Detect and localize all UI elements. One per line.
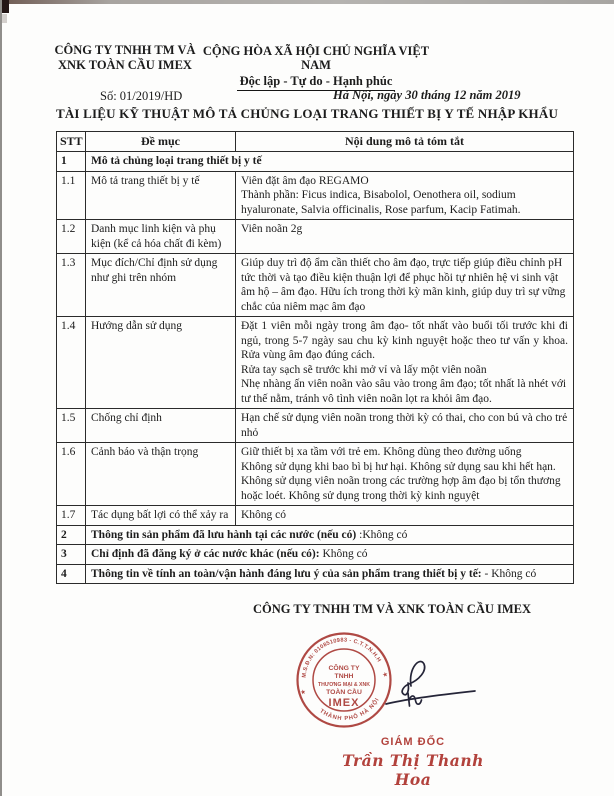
row-topic: Cảnh báo và thận trọng <box>86 443 236 506</box>
column-header-noidung: Nội dung mô tả tóm tắt <box>236 132 574 152</box>
description-paragraph: Nhẹ nhàng ấn viên noãn vào sâu vào trong âm đạo; tốt nhất là nhét với tư thế nằm, tránh vô tình viên noãn lọt ra khỏi âm đạo. <box>241 378 567 405</box>
description-paragraph: Viên noãn 2g <box>241 223 303 235</box>
signature-icon <box>378 650 488 712</box>
footer-company-name: CÔNG TY TNHH TM VÀ XNK TOÀN CẦU IMEX <box>253 602 532 616</box>
national-header-line1: CỘNG HÒA XÃ HỘI CHỦ NGHĨA VIỆT NAM <box>202 44 430 72</box>
document-title: TÀI LIỆU KỸ THUẬT MÔ TẢ CHỦNG LOẠI TRANG THIẾT BỊ Y TẾ NHẬP KHẨU <box>55 106 559 121</box>
stamp-center-line3: THƯƠNG MẠI & XNK <box>318 682 370 688</box>
spec-table <box>56 131 574 584</box>
row-description <box>236 317 574 409</box>
table-row <box>57 443 574 506</box>
letterhead-company-name <box>40 43 210 73</box>
row-number: 1.6 <box>57 443 86 506</box>
section-label-cell <box>86 525 574 545</box>
row-number: 1.1 <box>57 171 86 220</box>
row-topic: Mục đích/Chỉ định sử dụng như ghi trên nhóm <box>86 254 236 317</box>
national-header <box>195 44 437 91</box>
row-number: 1.4 <box>57 317 86 409</box>
row-topic: Danh mục linh kiện và phụ kiện (kể cả hóa chất đi kèm) <box>86 220 236 254</box>
section-row <box>57 564 574 584</box>
description-paragraph: Giúp duy trì độ ẩm cần thiết cho âm đạo, trực tiếp giúp điều chỉnh pH tức thời và tạo điều kiện thuận lợi để phục hồi tự nhiên hệ vi sinh vật âm hộ – âm đạo. Hữu ích trong thời kỳ mãn kinh, giúp duy trì sự vững chắc của niêm mạc âm đạo <box>241 257 566 313</box>
section-row <box>57 525 574 545</box>
description-paragraph: Hạn chế sử dụng viên noãn trong thời kỳ có thai, cho con bú và cho trẻ nhỏ <box>241 412 568 439</box>
description-paragraph: Rửa tay sạch sẽ trước khi mở vỉ và lấy một viên noãn <box>241 363 487 376</box>
row-number: 1 <box>57 152 86 172</box>
column-header-stt: STT <box>57 132 86 152</box>
row-description <box>236 171 574 220</box>
row-number: 3 <box>57 545 86 565</box>
section-value: :Không có <box>356 528 408 541</box>
section-label: Chỉ định đã đăng ký ở các nước khác (nếu có): <box>91 548 320 560</box>
section-label-cell <box>86 152 574 172</box>
row-topic: Mô tả trang thiết bị y tế <box>86 171 236 220</box>
table-row <box>57 506 574 526</box>
row-number: 4 <box>57 564 86 584</box>
letterhead-company-line1: CÔNG TY TNHH TM VÀ <box>54 43 196 57</box>
section-row <box>57 152 574 172</box>
row-number: 1.2 <box>57 220 86 254</box>
section-label-cell <box>86 564 574 584</box>
stamp-center-line2: TNHH <box>334 673 354 680</box>
stamp-center-line1: CÔNG TY <box>328 665 360 672</box>
row-description <box>236 254 574 317</box>
section-value: Không có <box>319 548 368 560</box>
letterhead-company-line2: XNK TOÀN CẦU IMEX <box>58 58 192 72</box>
stamp-center-line4: TOÀN CẦU <box>326 689 362 696</box>
section-label: Thông tin về tính an toàn/vận hành đáng lưu ý của sản phẩm trang thiết bị y tế: <box>91 567 482 580</box>
stamp-arc-top-text: M.S.Đ.N: 0108510983 - C.T.T.N.H.H <box>301 637 382 679</box>
stamp-star-right-icon: ★ <box>382 671 389 679</box>
description-paragraph: Viên đặt âm đạo REGAMO <box>241 174 369 187</box>
description-paragraph: Giữ thiết bị xa tầm với trẻ em. Không dùng theo đường uống <box>241 446 522 458</box>
row-number: 1.3 <box>57 254 86 317</box>
director-signature-area <box>334 736 492 789</box>
row-topic: Hướng dẫn sử dụng <box>86 317 236 409</box>
section-label-cell <box>86 545 574 565</box>
spec-table-body <box>57 152 574 584</box>
place-and-date: Hà Nội, ngày 30 tháng 12 năm 2019 <box>333 88 521 102</box>
description-paragraph: Không sử dụng khi bao bì bị hư hại. Không sử dụng sau khi hết hạn. Không sử dụng viên noãn trong các trường hợp âm đạo bị tổn thương hoặc loét. Không sử dụng trong thời kỳ kinh nguyệt <box>241 460 561 502</box>
row-number: 1.7 <box>57 506 86 526</box>
national-header-line2: Độc lập - Tự do - Hạnh phúc <box>237 74 396 91</box>
section-label: Thông tin sản phẩm đã lưu hành tại các nước (nếu có) <box>91 528 357 541</box>
table-row <box>57 171 574 220</box>
section-value: - Không có <box>481 567 537 580</box>
table-row <box>57 220 574 254</box>
row-number: 2 <box>57 525 86 545</box>
table-row <box>57 317 574 409</box>
section-row <box>57 545 574 565</box>
description-paragraph: Đặt 1 viên mỗi ngày trong âm đạo- tốt nhất vào buổi tối trước khi đi ngủ, trong 5-7 ngày sau chu kỳ kinh nguyệt hoặc theo tư vấn y khoa. Rửa vùng âm đạo đúng cách. <box>241 320 568 361</box>
table-row <box>57 254 574 317</box>
description-paragraph: Thành phần: Ficus indica, Bisabolol, Oenothera oil, sodium hyaluronate, Salvia officinalis, Rose parfum, Kacip Fatimah. <box>241 189 521 216</box>
table-header-row <box>57 132 574 152</box>
row-description <box>236 409 574 443</box>
director-name: Trần Thị Thanh Hoa <box>342 751 484 789</box>
row-description <box>236 506 574 526</box>
handwritten-signature <box>378 650 488 712</box>
description-paragraph: Không có <box>241 509 287 521</box>
section-label: Mô tả chủng loại trang thiết bị y tế <box>91 155 262 167</box>
stamp-arc-bottom-text: THÀNH PHỐ HÀ NỘI <box>318 696 381 723</box>
stamp-center-line5: IMEX <box>328 697 360 709</box>
stamp-star-left-icon: ★ <box>300 689 307 697</box>
director-title: GIÁM ĐỐC <box>380 736 446 748</box>
row-topic: Tác dụng bất lợi có thể xảy ra <box>86 506 236 526</box>
scan-artifact-top-edge <box>0 0 614 4</box>
table-row <box>57 409 574 443</box>
row-number: 1.5 <box>57 409 86 443</box>
row-description <box>236 443 574 506</box>
signature-block <box>0 584 614 796</box>
document-number: Số: 01/2019/HD <box>100 89 183 103</box>
row-description <box>236 220 574 254</box>
row-topic: Chống chỉ định <box>86 409 236 443</box>
column-header-demuc: Đề mục <box>86 132 236 152</box>
